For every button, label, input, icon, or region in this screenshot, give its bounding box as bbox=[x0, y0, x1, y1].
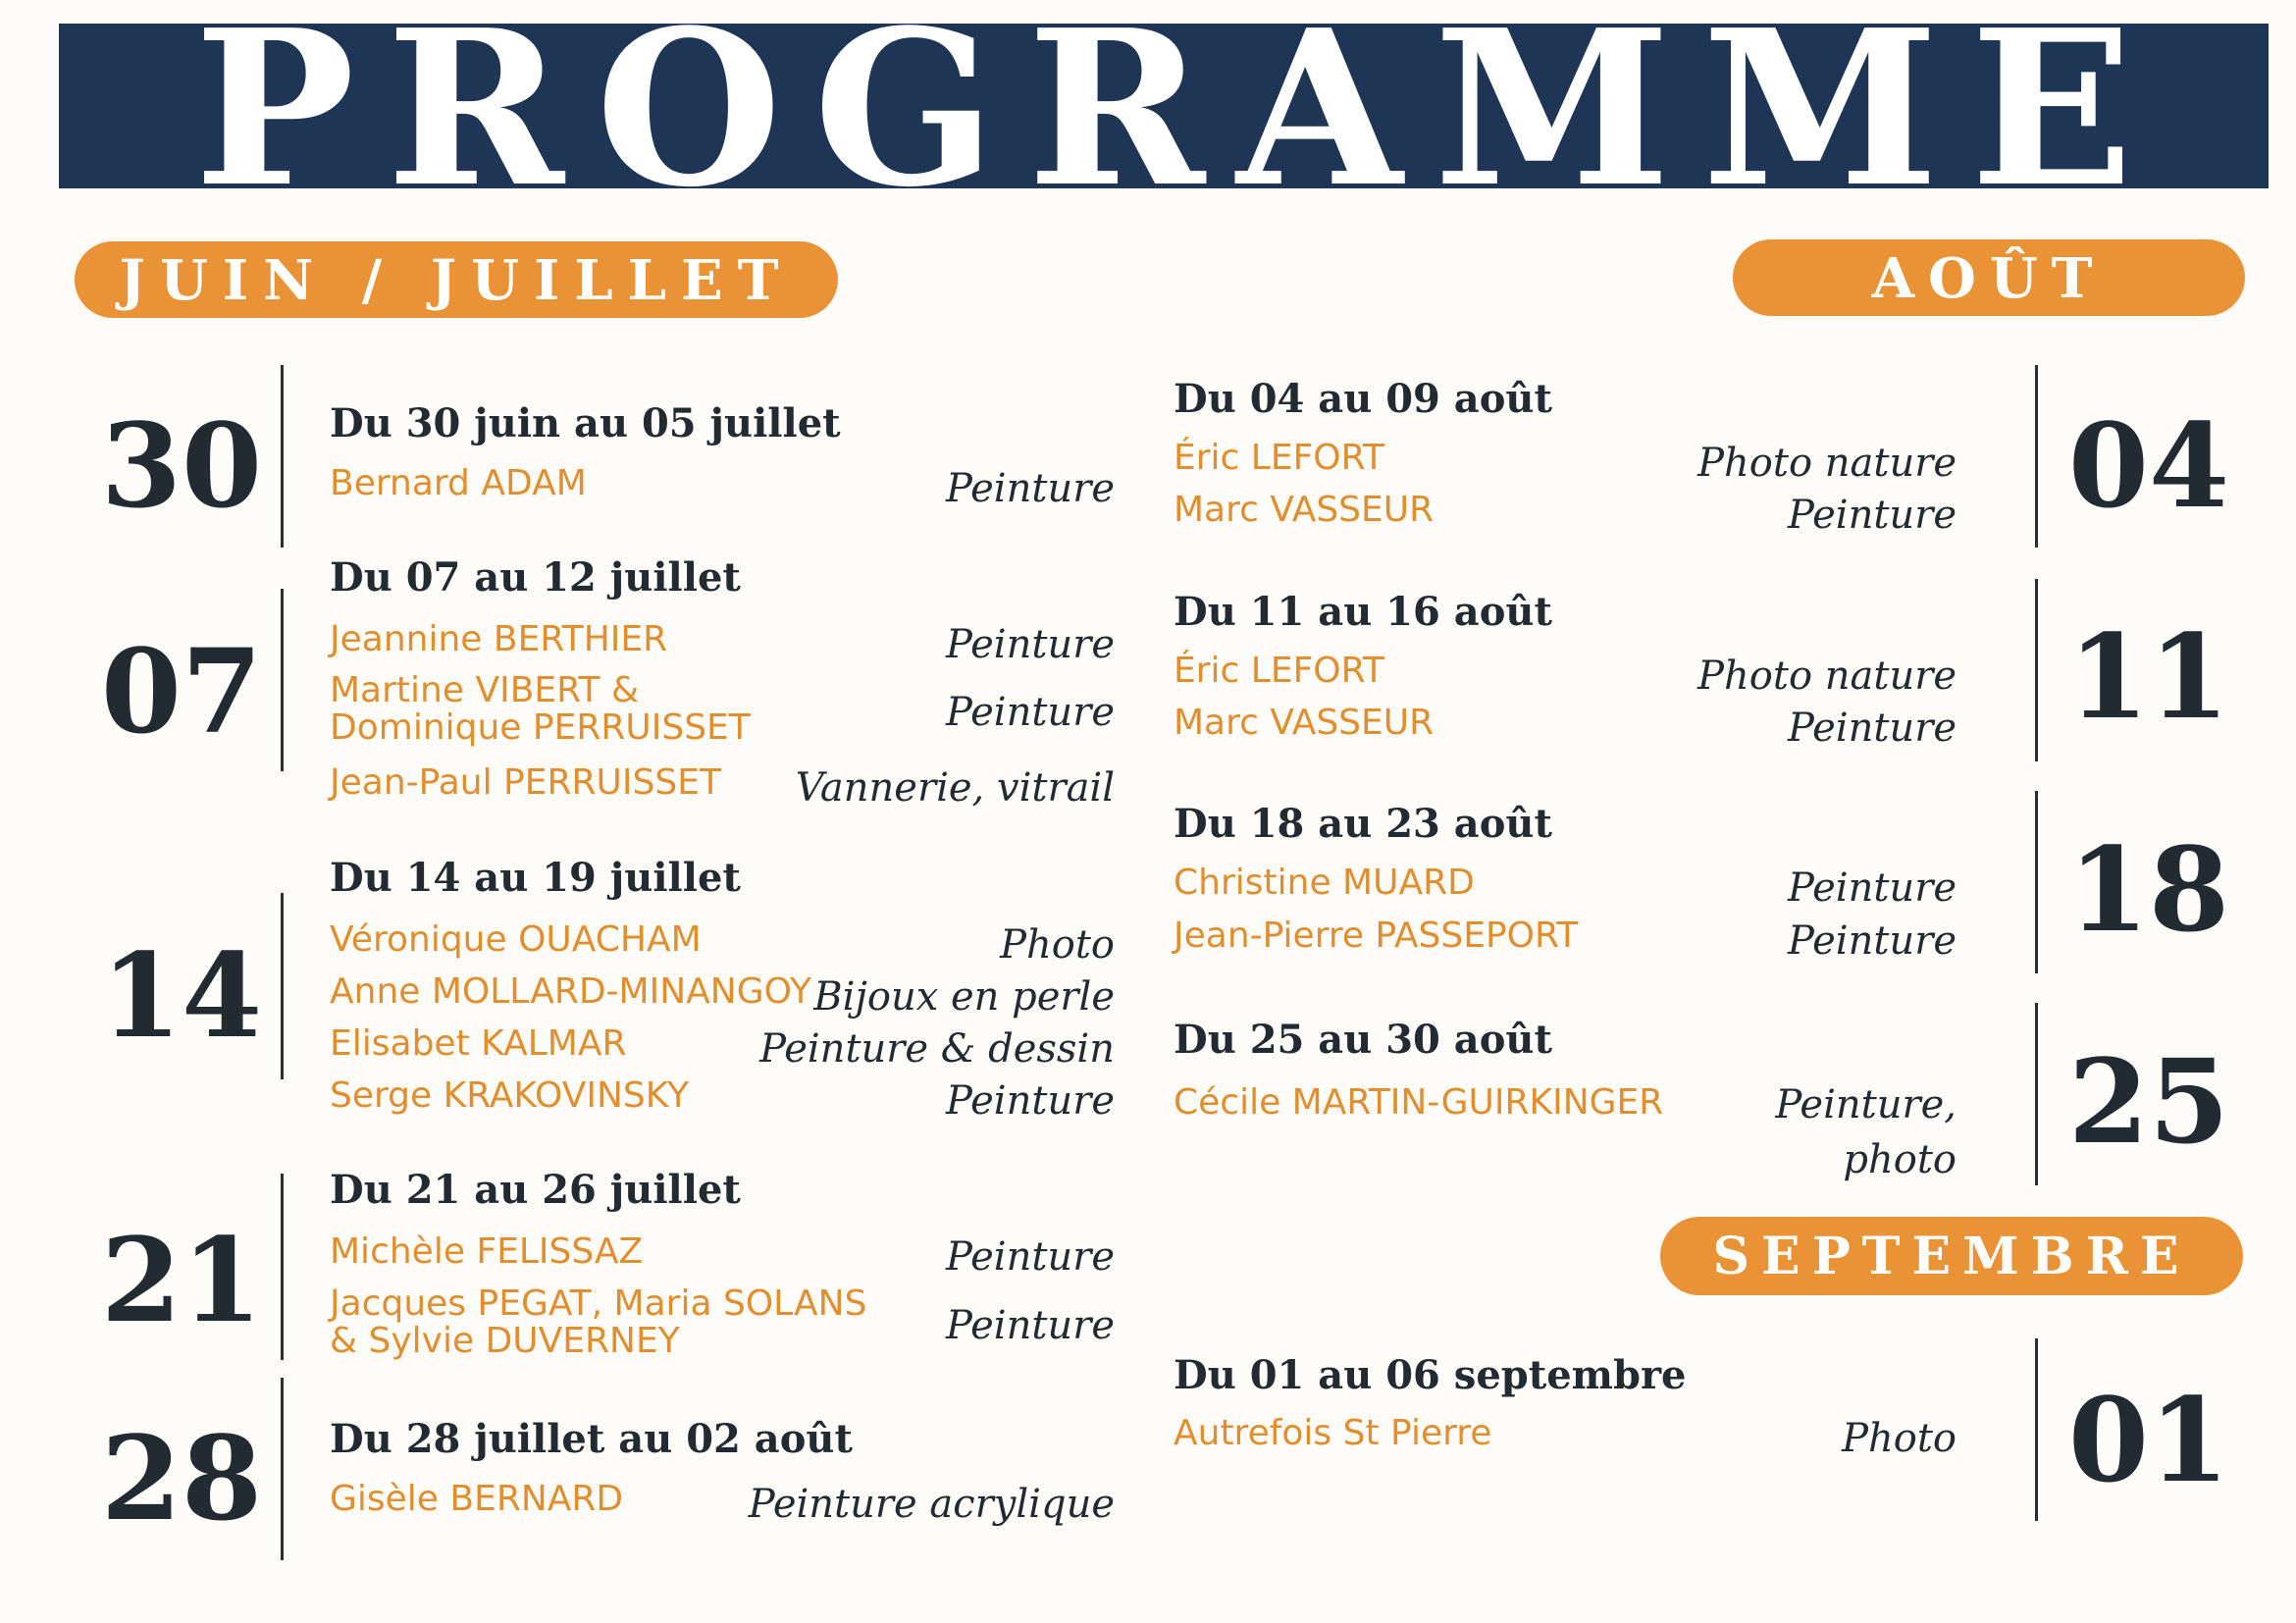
artist-name: Jacques PEGAT, Maria SOLANS & Sylvie DUVERNEY bbox=[330, 1283, 867, 1361]
discipline: Peinture bbox=[946, 1234, 1115, 1280]
divider bbox=[281, 1174, 284, 1360]
discipline: Peinture bbox=[946, 622, 1115, 667]
artist-name: Gisèle BERNARD bbox=[330, 1479, 624, 1519]
discipline: Peinture & dessin bbox=[759, 1026, 1115, 1072]
week-number: 01 bbox=[2067, 1372, 2230, 1508]
divider bbox=[281, 1378, 284, 1560]
week-period: Du 21 au 26 juillet bbox=[330, 1167, 741, 1213]
discipline: Peinture acrylique bbox=[748, 1482, 1115, 1527]
discipline: Photo bbox=[1842, 1416, 1957, 1461]
week-number: 07 bbox=[100, 623, 263, 759]
week-number: 30 bbox=[100, 397, 263, 534]
divider bbox=[2035, 579, 2038, 761]
divider bbox=[2035, 1003, 2038, 1185]
discipline: Peinture bbox=[946, 690, 1115, 735]
artist-name: Jean-Pierre PASSEPORT bbox=[1174, 916, 1579, 956]
discipline: Peinture bbox=[1788, 865, 1957, 911]
artist-name: Véronique OUACHAM bbox=[330, 919, 702, 960]
artist-name: Bernard ADAM bbox=[330, 463, 587, 503]
artist-name: Jeannine BERTHIER bbox=[330, 619, 668, 659]
week-period: Du 18 au 23 août bbox=[1174, 801, 1552, 847]
divider bbox=[281, 893, 284, 1079]
artist-name: Jean-Paul PERRUISSET bbox=[330, 762, 721, 803]
discipline: Peinture bbox=[946, 1078, 1115, 1124]
artist-name: Cécile MARTIN-GUIRKINGER bbox=[1174, 1082, 1664, 1123]
page-title: PROGRAMME bbox=[193, 2, 2166, 198]
artist-name: Anne MOLLARD-MINANGOY bbox=[330, 971, 811, 1012]
week-number: 14 bbox=[100, 927, 263, 1064]
week-period: Du 04 au 09 août bbox=[1174, 376, 1552, 422]
week-period: Du 07 au 12 juillet bbox=[330, 554, 741, 601]
week-period: Du 25 au 30 août bbox=[1174, 1017, 1552, 1063]
divider bbox=[2035, 365, 2038, 548]
week-number: 04 bbox=[2067, 397, 2230, 534]
artist-name: Martine VIBERT & Dominique PERRUISSET bbox=[330, 670, 751, 748]
week-period: Du 28 juillet au 02 août bbox=[330, 1416, 853, 1462]
divider bbox=[281, 589, 284, 771]
week-period: Du 14 au 19 juillet bbox=[330, 855, 741, 901]
artist-name: Serge KRAKOVINSKY bbox=[330, 1075, 690, 1116]
discipline: Vannerie, vitrail bbox=[795, 765, 1115, 811]
artist-name: Marc VASSEUR bbox=[1174, 703, 1435, 743]
divider bbox=[2035, 1338, 2038, 1521]
discipline: Bijoux en perle bbox=[813, 974, 1115, 1020]
discipline: Photo nature bbox=[1697, 654, 1957, 699]
divider bbox=[2035, 791, 2038, 973]
section-septembre: SEPTEMBRE bbox=[1660, 1217, 2243, 1295]
artist-name: Christine MUARD bbox=[1174, 863, 1475, 903]
discipline: Peinture, photo bbox=[1775, 1082, 1957, 1182]
week-number: 25 bbox=[2067, 1033, 2230, 1170]
week-period: Du 01 au 06 septembre bbox=[1174, 1352, 1687, 1398]
section-juin-juillet: JUIN / JUILLET bbox=[75, 241, 838, 318]
discipline: Photo nature bbox=[1697, 441, 1957, 486]
divider bbox=[281, 365, 284, 548]
discipline: Photo bbox=[1000, 922, 1115, 968]
discipline: Peinture bbox=[1788, 706, 1957, 751]
discipline: Peinture bbox=[1788, 918, 1957, 964]
artist-name: Éric LEFORT bbox=[1174, 651, 1385, 691]
artist-name: Éric LEFORT bbox=[1174, 438, 1385, 478]
discipline: Peinture bbox=[946, 1303, 1115, 1348]
week-number: 28 bbox=[100, 1410, 263, 1546]
week-number: 18 bbox=[2067, 821, 2230, 958]
discipline: Peinture bbox=[1788, 493, 1957, 538]
week-period: Du 11 au 16 août bbox=[1174, 589, 1552, 635]
week-number: 11 bbox=[2067, 608, 2230, 745]
artist-name: Michèle FELISSAZ bbox=[330, 1231, 644, 1272]
artist-name: Autrefois St Pierre bbox=[1174, 1413, 1492, 1453]
artist-name: Marc VASSEUR bbox=[1174, 490, 1435, 530]
week-period: Du 30 juin au 05 juillet bbox=[330, 400, 841, 446]
discipline: Peinture bbox=[946, 466, 1115, 511]
artist-name: Elisabet KALMAR bbox=[330, 1023, 627, 1064]
week-number: 21 bbox=[100, 1212, 263, 1348]
section-aout: AOÛT bbox=[1733, 239, 2245, 316]
